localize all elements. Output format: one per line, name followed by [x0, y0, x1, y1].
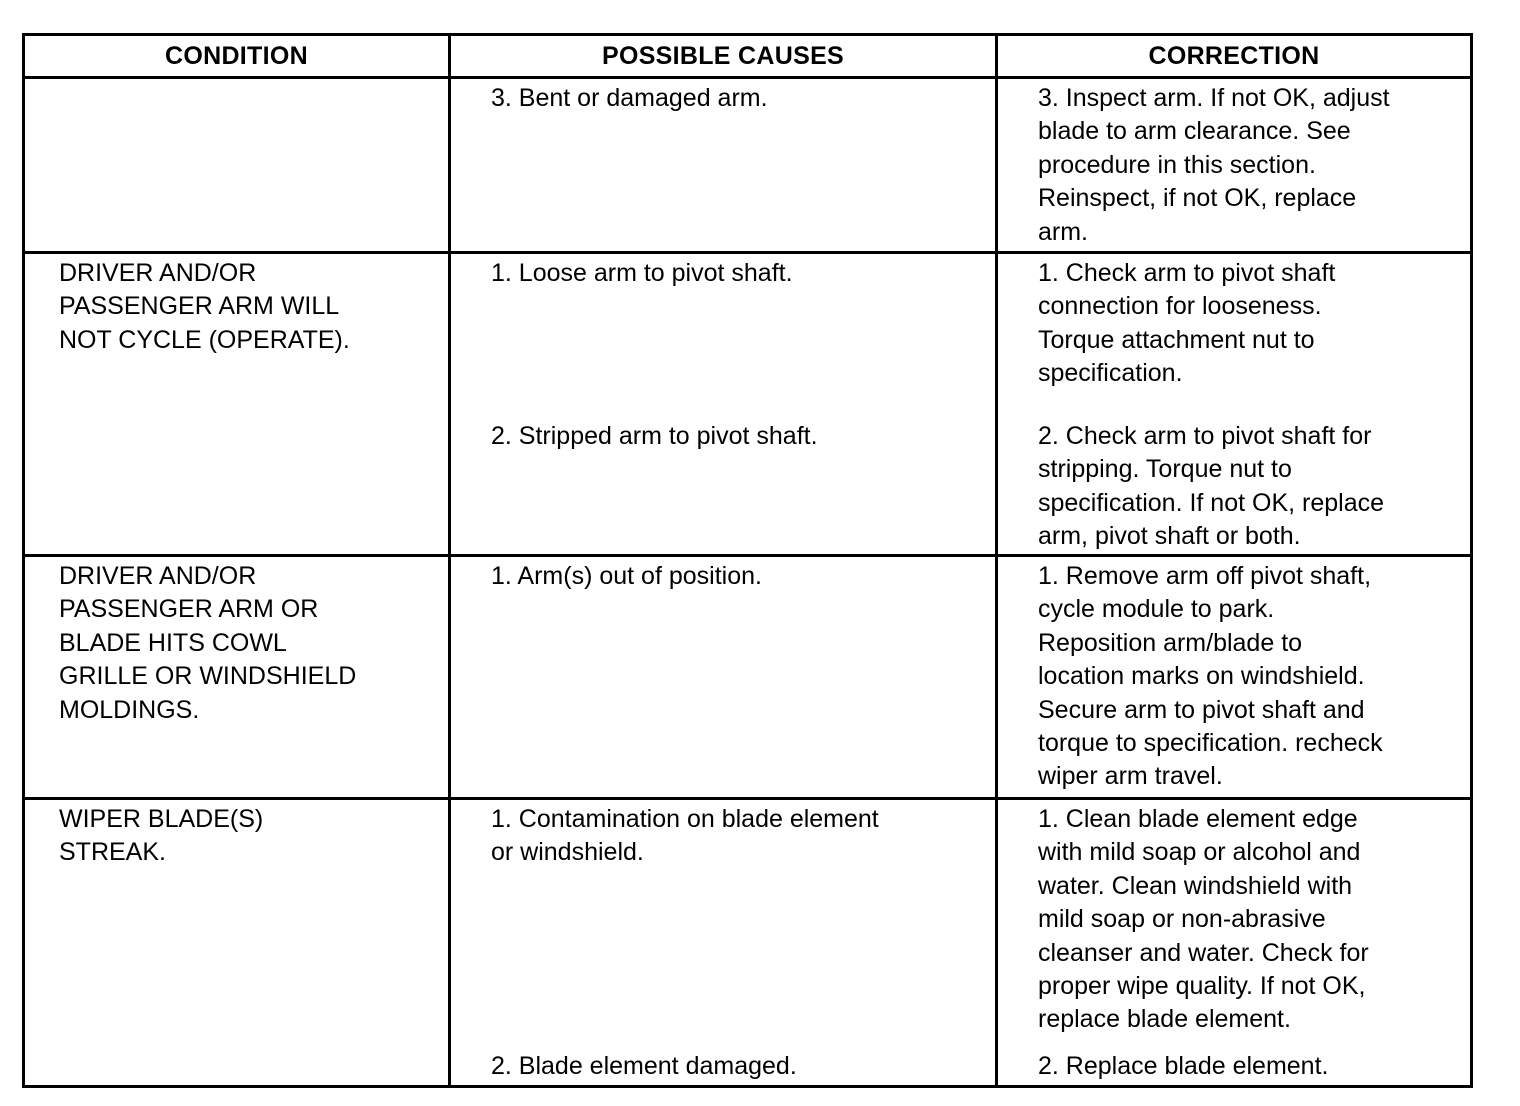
condition-cell [24, 799, 450, 1087]
condition-text: WIPER BLADE(S) STREAK. [59, 805, 264, 867]
correction-cell [997, 556, 1472, 799]
table-row [24, 799, 1472, 1087]
correction-text: 1. Clean blade element edge with mild soap or alcohol and water. Clean windshield with mild soap or non-abrasive cleanser and water. Check for proper wipe quality. If not OK, replace blade element. [1038, 805, 1369, 1034]
correction-text: 1. Remove arm off pivot shaft, cycle module to park. Reposition arm/blade to location marks on windshield. Secure arm to pivot shaft and torque to specification. recheck wiper arm travel. [1038, 562, 1383, 791]
correction-cell [997, 78, 1472, 253]
correction-text: 2. Check arm to pivot shaft for stripping. Torque nut to specification. If not OK, replace arm, pivot shaft or both. [1038, 422, 1385, 551]
causes-cell [450, 799, 997, 1087]
table-row [24, 253, 1472, 556]
cause-text: 2. Blade element damaged. [491, 1052, 797, 1080]
header-condition: CONDITION [24, 35, 450, 78]
table-row [24, 556, 1472, 799]
condition-cell [24, 253, 450, 556]
cause-text: 3. Bent or damaged arm. [491, 84, 768, 112]
correction-text: 1. Check arm to pivot shaft connection for looseness. Torque attachment nut to specification. [1038, 259, 1336, 388]
table-row [24, 78, 1472, 253]
condition-cell [24, 78, 450, 253]
condition-text [25, 79, 448, 82]
header-possible-causes: POSSIBLE CAUSES [450, 35, 997, 78]
causes-cell [450, 253, 997, 556]
correction-cell [997, 253, 1472, 556]
condition-cell [24, 556, 450, 799]
header-correction: CORRECTION [997, 35, 1472, 78]
condition-text: DRIVER AND/OR PASSENGER ARM WILL NOT CYCLE (OPERATE). [59, 259, 350, 354]
correction-text: 2. Replace blade element. [1038, 1052, 1329, 1080]
diagnosis-table [22, 33, 1473, 1088]
condition-text: DRIVER AND/OR PASSENGER ARM OR BLADE HITS COWL GRILLE OR WINDSHIELD MOLDINGS. [59, 562, 357, 724]
correction-cell [997, 799, 1472, 1087]
table-header-row [24, 35, 1472, 78]
cause-text: 1. Loose arm to pivot shaft. [491, 259, 793, 287]
cause-text: 1. Arm(s) out of position. [491, 562, 762, 590]
cause-text: 1. Contamination on blade element or windshield. [491, 805, 879, 867]
causes-cell [450, 556, 997, 799]
cause-text: 2. Stripped arm to pivot shaft. [491, 422, 818, 450]
causes-cell [450, 78, 997, 253]
correction-text: 3. Inspect arm. If not OK, adjust blade to arm clearance. See procedure in this section. Reinspect, if not OK, replace arm. [1038, 84, 1390, 246]
